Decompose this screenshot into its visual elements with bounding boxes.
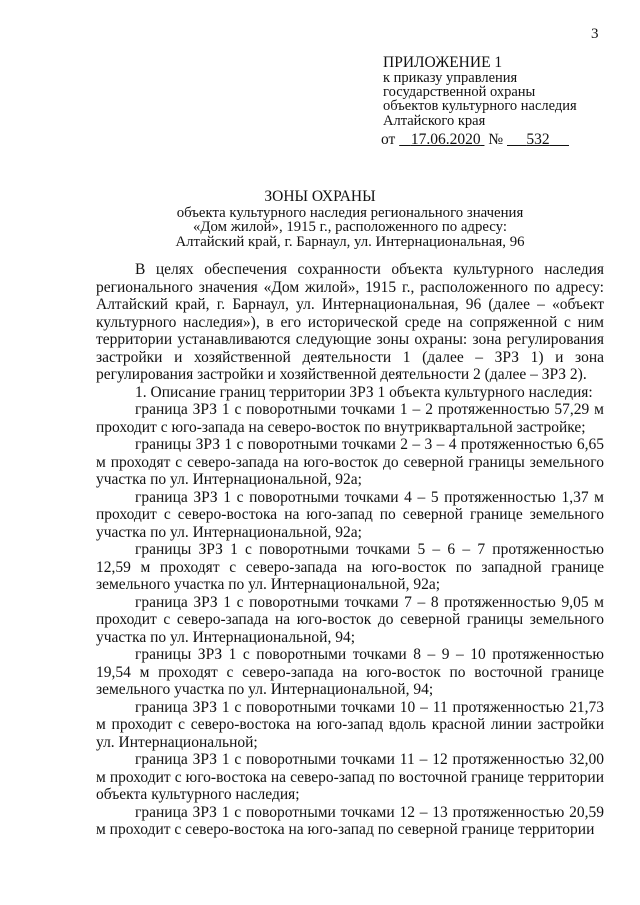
boundary-paragraph: граница ЗРЗ 1 с поворотными точками 1 – 2 протяженностью 57,29 м проходит с юго-запада на северо-восток по внутриквартальной застройке; (96, 401, 604, 436)
appendix-line: объектов культурного наследия (383, 98, 577, 115)
subtitle-line: Алтайский край, г. Барнаул, ул. Интернациональная, 96 (175, 233, 525, 250)
page-number: 3 (591, 26, 599, 42)
appendix-line: Алтайского края (383, 112, 486, 129)
appendix-title: ПРИЛОЖЕНИЕ 1 (383, 54, 503, 71)
order-date (399, 131, 484, 148)
appendix-header (383, 55, 623, 128)
boundary-paragraph: граница ЗРЗ 1 с поворотными точками 4 – 5 протяженностью 1,37 м проходит с северо-востока на юго-запад по северной границе земельного участка по ул. Интернациональной, 92а; (96, 488, 604, 541)
intro-paragraph: В целях обеспечения сохранности объекта культурного наследия регионального значения «Дом жилой», 1915 г., расположенного по адресу: Алтайский край, г. Барнаул, ул. Интернациональная, 96 (далее – «объект культурного наследия»), в его исторической среде на сопряженной с ним территории устанавливаются следующие зоны охраны: зона регулирования застройки и хозяйственной деятельности 1 (далее – ЗРЗ 1) и зона регулирования застройки и хозяйственной деятельности 2 (далее – ЗРЗ 2). (96, 261, 604, 383)
document-body (96, 261, 604, 839)
order-number-label: № (488, 131, 504, 148)
boundary-paragraph: граница ЗРЗ 1 с поворотными точками 11 – 12 протяженностью 32,00 м проходит с юго-востока на северо-запад по восточной границе территории объекта культурного наследия; (96, 751, 604, 803)
boundary-paragraph: границы ЗРЗ 1 с поворотными точками 5 – 6 – 7 протяженностью 12,59 м проходят с северо-запада на юго-восток по западной границе земельного участка по ул. Интернациональной, 92а; (96, 541, 604, 593)
boundary-paragraph: границы ЗРЗ 1 с поворотными точками 8 – 9 – 10 протяженностью 19,54 м проходят с северо-запада на юго-восток по восточной границе земельного участка по ул. Интернациональной, 94; (96, 646, 604, 698)
order-date-number (381, 131, 569, 149)
subtitle-line: «Дом жилой», 1915 г., расположенного по адресу: (193, 219, 507, 236)
section-heading: 1. Описание границ территории ЗРЗ 1 объекта культурного наследия: (135, 383, 593, 401)
boundary-paragraph: граница ЗРЗ 1 с поворотными точками 10 – 11 протяженностью 21,73 м проходит с северо-востока на юго-запад вдоль красной линии застройки ул. Интернациональной; (96, 698, 604, 751)
document-subtitle (150, 206, 550, 249)
order-number (507, 131, 569, 148)
document-title: ЗОНЫ ОХРАНЫ (264, 188, 376, 205)
boundary-paragraph: граница ЗРЗ 1 с поворотными точками 12 – 13 протяженностью 20,59 м проходит с северо-востока на юго-запад по северной границе территории (96, 803, 604, 838)
boundary-paragraph: граница ЗРЗ 1 с поворотными точками 7 – 8 протяженностью 9,05 м проходит с северо-запада на юго-восток до северной границы земельного участка по ул. Интернациональной, 94; (96, 593, 604, 646)
order-number-value: 532 (526, 131, 550, 148)
order-from-label: от (381, 131, 396, 148)
subtitle-line: объекта культурного наследия регионального значения (176, 205, 524, 221)
appendix-line: государственной охраны (383, 84, 536, 101)
appendix-line: к приказу управления (383, 70, 518, 86)
boundary-paragraph: границы ЗРЗ 1 с поворотными точками 2 – 3 – 4 протяженностью 6,65 м проходят с северо-запада на юго-восток до северной границы земельного участка по ул. Интернациональной, 92а; (96, 436, 604, 488)
order-date-value: 17.06.2020 (410, 131, 481, 148)
